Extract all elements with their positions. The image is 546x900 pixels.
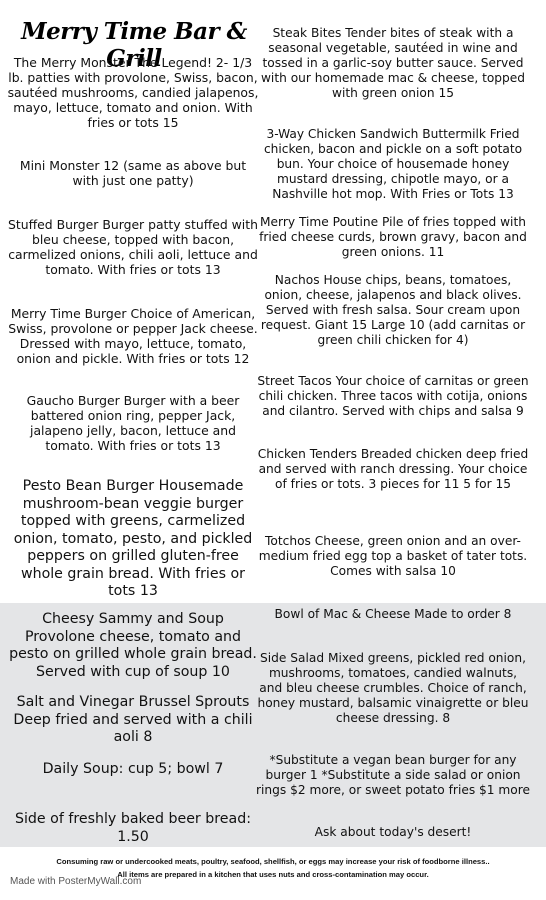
entree-item (256, 127, 530, 202)
item-description: Mixed greens, pickled red onion, mushrooms, tomatoes, candied walnuts, and bleu cheese crumbles. Choice of ranch, honey mustard, balsamic vinaigrette or bleu cheese dressing. 8 (257, 651, 529, 725)
item-description: The Legend! 2- 1/3 lb. patties with provolone, Swiss, bacon, sautéed mushrooms, candied jalapenos, mayo, lettuce, tomato and onion. With fries or tots 15 (7, 55, 259, 130)
item-description: Buttermilk Fried chicken, bacon and pickle on a soft potato bun. Your choice of housemade honey mustard dressing, chipotle mayo, or a Nashville hot mop. With Fries or Tots 13 (263, 127, 523, 201)
item-name: Street Tacos (257, 374, 332, 388)
item-description: Made to order 8 (414, 607, 512, 621)
burger-item (6, 55, 260, 130)
restaurant-title: Merry Time Bar & Grill (21, 18, 247, 72)
item-name: The Merry Monster (13, 55, 131, 70)
item-description: Pile of fries topped with fried cheese curds, brown gravy, bacon and green onions. 11 (259, 215, 527, 259)
burger-item (6, 158, 260, 188)
item-description: Choice of American, Swiss, provolone or pepper Jack cheese. Dressed with mayo, lettuce, tomato, onion and pickle. With fries or tots 12 (8, 306, 258, 366)
entree-item (256, 26, 530, 101)
item-name: Salt and Vinegar Brussel Sprouts (16, 694, 250, 710)
item-description: Deep fried and served with a chili aoli 8 (13, 711, 253, 745)
item-description: Tender bites of steak with a seasonal vegetable, sautéed in wine and tossed in a garlic-soy butter sauce. Served with our homemade mac & cheese, topped with green onion 15 (260, 26, 526, 100)
item-name: Nachos (274, 273, 320, 287)
burger-item (6, 306, 260, 366)
item-name: Steak Bites (272, 26, 342, 40)
item-name: 3-Way Chicken Sandwich (266, 127, 419, 141)
side-item (6, 694, 260, 747)
item-name: Cheesy Sammy and Soup (42, 611, 224, 627)
entree-item (256, 273, 530, 348)
item-description: Burger patty stuffed with bleu cheese, topped with bacon, carmelized onions, chili aoli, lettuce and tomato. With fries or tots 13 (8, 217, 258, 277)
item-description: cup 5; bowl 7 (127, 761, 224, 777)
food-safety-disclaimer: Consuming raw or undercooked meats, poultry, seafood, shellfish, or eggs may increase your risk of foodborne illness.. (56, 857, 490, 866)
note-text: Ask about today's desert! (314, 825, 472, 839)
substitution-note (256, 753, 530, 798)
side-item (6, 611, 260, 681)
item-name: Gaucho Burger (26, 393, 120, 408)
item-description: Housemade mushroom-bean veggie burger topped with greens, carmelized onion, tomato, pesto, and pickled peppers on grilled gluten-free whole grain bread. With fries or tots 13 (13, 478, 253, 599)
item-description: Breaded chicken deep fried and served with ranch dressing. Your choice of fries or tots. 3 pieces for 11 5 for 15 (258, 447, 529, 491)
item-name: Side Salad (260, 651, 325, 665)
watermark-text: Made with PosterMyWall.com (10, 876, 142, 887)
item-description: (same as above but with just one patty) (72, 158, 247, 188)
side-item (256, 651, 530, 726)
item-description: 1.50 (117, 828, 149, 845)
dessert-note (256, 825, 530, 840)
item-name: Pesto Bean Burger (22, 478, 155, 494)
allergen-disclaimer: All items are prepared in a kitchen that uses nuts and cross-contamination may occur. (117, 870, 429, 879)
item-name: Totchos (265, 534, 311, 548)
burger-item (6, 478, 260, 601)
entree-item (256, 215, 530, 260)
entree-item (256, 374, 530, 419)
item-name: Bowl of Mac & Cheese (274, 607, 411, 621)
side-item (6, 811, 260, 846)
item-name: Mini Monster 12 (19, 158, 120, 173)
item-name: Chicken Tenders (257, 447, 357, 461)
item-name: Merry Time Burger (10, 306, 127, 321)
item-name: Stuffed Burger (8, 217, 99, 232)
entree-item (256, 447, 530, 492)
burger-item (6, 217, 260, 277)
item-description: House chips, beans, tomatoes, onion, cheese, jalapenos and black olives. Served with fresh salsa. Sour cream upon request. Giant 15 Large 10 (add carnitas or green chili chicken for 4) (260, 273, 526, 347)
item-description: Burger with a beer battered onion ring, pepper Jack, jalapeno jelly, bacon, lettuce and tomato. With fries or tots 13 (30, 393, 240, 453)
item-name: Daily Soup: (42, 761, 124, 777)
side-item (256, 607, 530, 622)
side-item (6, 761, 260, 779)
note-text: *Substitute a vegan bean burger for any burger 1 *Substitute a side salad or onion rings $2 more, or sweet potato fries $1 more (256, 753, 530, 797)
entree-item (256, 534, 530, 579)
item-name: Side of freshly baked beer bread: (14, 811, 252, 827)
item-description: Your choice of carnitas or green chili chicken. Three tacos with cotija, onions and cilantro. Served with chips and salsa 9 (258, 374, 529, 418)
item-description: Provolone cheese, tomato and pesto on grilled whole grain bread. Served with cup of soup 10 (9, 628, 257, 680)
item-name: Merry Time Poutine (260, 215, 379, 229)
item-description: Cheese, green onion and an over-medium fried egg top a basket of tater tots. Comes with salsa 10 (258, 534, 528, 578)
burger-item (6, 393, 260, 453)
